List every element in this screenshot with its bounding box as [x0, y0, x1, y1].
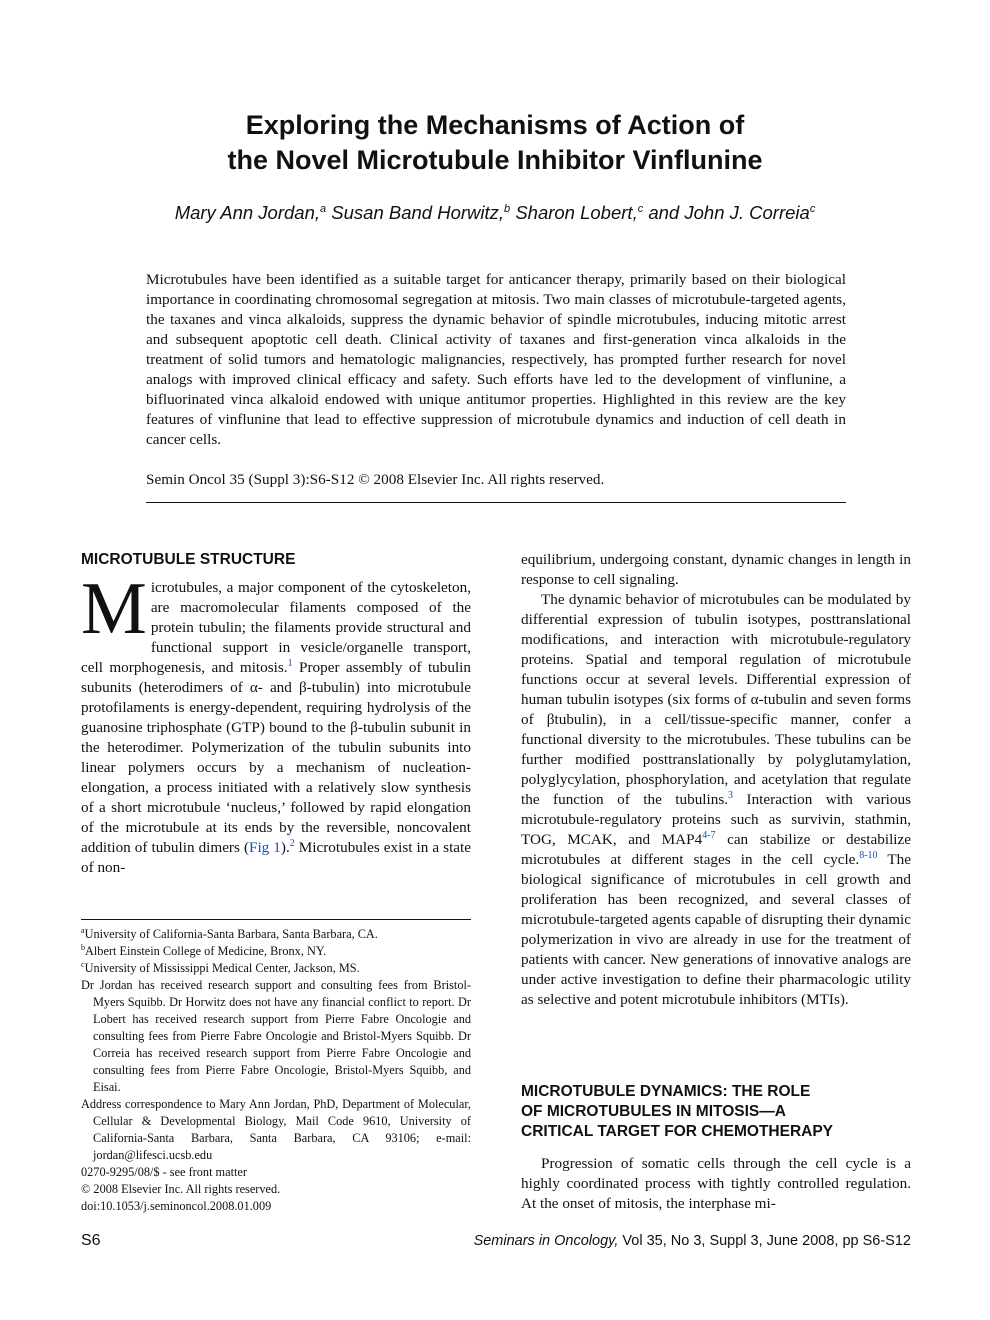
paragraph-1-part-a: icrotubules, a major component of the cytoskeleton, are macromolecular filaments composed of the protein tubulin; the filaments provide structural and functional support in vesicle/organelle transport, cell morphogenesis, and mitosis.	[81, 579, 471, 676]
author-4	[648, 202, 815, 223]
reference-link[interactable]: 2	[289, 838, 295, 849]
abstract-divider	[146, 502, 846, 503]
figure-link[interactable]: Fig 1	[249, 839, 281, 856]
reference-link[interactable]: 8-10	[859, 850, 878, 861]
author-1-name: Mary Ann Jordan,	[174, 202, 321, 223]
right-column-body	[521, 550, 911, 1010]
affiliation-c-mark: c	[81, 960, 85, 969]
paragraph-1-part-d: Microtubules exist in a state of non-	[81, 839, 471, 876]
author-4-name: and John J. Correia	[648, 202, 810, 223]
correspondence-note: Address correspondence to Mary Ann Jordan, PhD, Department of Molecular, Cellular & Developmental Biology, Mail Code 9610, University of California-Santa Barbara, Santa Barbara, CA 93106; e-mail: jordan@lifesci.ucsb.edu	[81, 1097, 471, 1162]
affiliation-a-text: University of California-Santa Barbara, Santa Barbara, CA.	[84, 927, 378, 941]
paragraph-2-part-c: can stabilize or destabilize microtubules at different stages in the cell cycle.	[521, 831, 911, 868]
section-heading-microtubule-structure: MICROTUBULE STRUCTURE	[81, 551, 296, 568]
issn-note: 0270-9295/08/$ - see front matter	[81, 1165, 247, 1179]
author-list	[100, 202, 890, 224]
heading-line-2: OF MICROTUBULES IN MITOSIS—A	[521, 1103, 786, 1120]
section-2-body	[521, 1154, 911, 1214]
paragraph-2-part-b: Interaction with various microtubule-regulatory proteins such as survivin, stathmin, TOG, MCAK, and MAP4	[521, 791, 911, 848]
page-number: S6	[81, 1232, 101, 1249]
article-title	[100, 108, 890, 178]
reference-link[interactable]: 4-7	[702, 830, 716, 841]
section-heading-microtubule-dynamics	[521, 1082, 911, 1142]
affiliation-a-mark: a	[81, 926, 85, 935]
author-1-affiliation-mark: a	[320, 203, 327, 215]
affiliation-b-text: Albert Einstein College of Medicine, Bronx, NY.	[85, 944, 327, 958]
abstract-citation: Semin Oncol 35 (Suppl 3):S6-S12 © 2008 Elsevier Inc. All rights reserved.	[146, 471, 605, 488]
heading-line-1: MICROTUBULE DYNAMICS: THE ROLE	[521, 1083, 811, 1100]
paragraph-1-continuation: equilibrium, undergoing constant, dynamic changes in length in response to cell signaling.	[521, 551, 911, 588]
author-3	[515, 202, 643, 223]
author-2-affiliation-mark: b	[504, 203, 511, 215]
affiliation-b-mark: b	[81, 943, 85, 952]
paragraph-1-part-c: ).	[280, 839, 290, 856]
author-3-affiliation-mark: c	[637, 203, 644, 215]
affiliation-a	[81, 926, 471, 943]
journal-name: Seminars in Oncology,	[473, 1233, 619, 1249]
footnotes	[81, 926, 471, 1215]
author-2	[331, 202, 510, 223]
heading-line-3: CRITICAL TARGET FOR CHEMOTHERAPY	[521, 1123, 834, 1140]
paragraph-1-part-b: Proper assembly of tubulin subunits (heterodimers of α- and β-tubulin) into microtubule protofilaments is energy-dependent, requiring hydrolysis of the guanosine triphosphate (GTP) bound to the β-tubulin subunit in the heterodimer. Polymerization of the tubulin subunits into linear polymers occurs by a mechanism of nucleation-elongation, a process initiated with a relatively slow synthesis of a short microtubule ‘nucleus,’ followed by rapid elongation of the microtubule at its ends by the reversible, noncovalent addition of tubulin dimers (	[81, 659, 471, 856]
author-3-name: Sharon Lobert,	[515, 202, 638, 223]
paragraph-2-part-a: The dynamic behavior of microtubules can be modulated by differential expression of tubulin isotypes, posttranslational modifications, and interaction with microtubule-regulatory proteins. Spatial and temporal regulation of microtubule functions occur at several levels. Differential expression of human tubulin isotypes (six forms of α-tubulin and seven forms of βtubulin), in a cell/tissue-specific manner, confer a functional diversity to the microtubules. These tubulins can be further modified posttranslationally by polyglutamylation, polyglycylation, phosphorylation, and acetylation that regulate the function of the tubulins.	[521, 591, 911, 808]
journal-details: Vol 35, No 3, Suppl 3, June 2008, pp S6-S12	[618, 1233, 911, 1249]
paragraph-2-part-d: The biological significance of microtubules in cell growth and proliferation has been recognized, and several classes of microtubule-targeted agents capable of disrupting their dynamic polymerization in vivo are already in use for the treatment of patients with cancer. New generations of innovative analogs are under active investigation to define their pharmacologic utility as selective and potent microtubule inhibitors (MTIs).	[521, 851, 911, 1008]
abstract-text: Microtubules have been identified as a suitable target for anticancer therapy, primarily based on their biological importance in coordinating chromosomal segregation at mitosis. Two main classes of microtubule-targeted agents, the taxanes and vinca alkaloids, suppress the dynamic behavior of spindle microtubules, inducing mitotic arrest and subsequent apoptotic cell death. Clinical activity of taxanes and first-generation vinca alkaloids in the treatment of solid tumors and hematologic malignancies, respectively, has prompted further research for novel analogs with improved clinical efficacy and safety. Such efforts have led to the development of vinflunine, a bifluorinated vinca alkaloid endowed with unique antitumor properties. Highlighted in this review are the key features of vinflunine that lead to effective suppression of microtubule dynamics and induction of cell death in cancer cells.	[146, 271, 846, 448]
copyright-note: © 2008 Elsevier Inc. All rights reserved.	[81, 1182, 281, 1196]
author-4-affiliation-mark: c	[809, 203, 816, 215]
disclosure-note: Dr Jordan has received research support and consulting fees from Bristol-Myers Squibb. Dr Horwitz does not have any financial conflict to report. Dr Lobert has received research support from Pierre Fabre Oncologie and consulting fees from Pierre Fabre Oncologie and Bristol-Myers Squibb. Dr Correia has received research support from Pierre Fabre Oncologie and consulting fees from Pierre Fabre Oncologie, Bristol-Myers Squibb, and Eisai.	[81, 978, 471, 1094]
affiliation-c-text: University of Mississippi Medical Center, Jackson, MS.	[84, 961, 360, 975]
drop-cap: M	[81, 568, 147, 650]
left-column-body	[81, 568, 471, 878]
section-2-paragraph-1: Progression of somatic cells through the cell cycle is a highly coordinated process with tightly controlled regulation. At the onset of mitosis, the interphase mi-	[521, 1155, 911, 1212]
reference-link[interactable]: 1	[287, 658, 293, 669]
journal-citation	[474, 1233, 911, 1249]
reference-link[interactable]: 3	[728, 790, 734, 801]
footnote-divider	[81, 919, 471, 920]
doi-note[interactable]: doi:10.1053/j.seminoncol.2008.01.009	[81, 1199, 272, 1213]
author-2-name: Susan Band Horwitz,	[331, 202, 505, 223]
paragraph-2	[521, 590, 911, 1010]
title-line-2: the Novel Microtubule Inhibitor Vinflunine	[227, 145, 763, 175]
affiliation-c	[81, 960, 471, 977]
affiliation-b	[81, 943, 471, 960]
title-line-1: Exploring the Mechanisms of Action of	[245, 110, 745, 140]
author-1	[175, 202, 326, 223]
